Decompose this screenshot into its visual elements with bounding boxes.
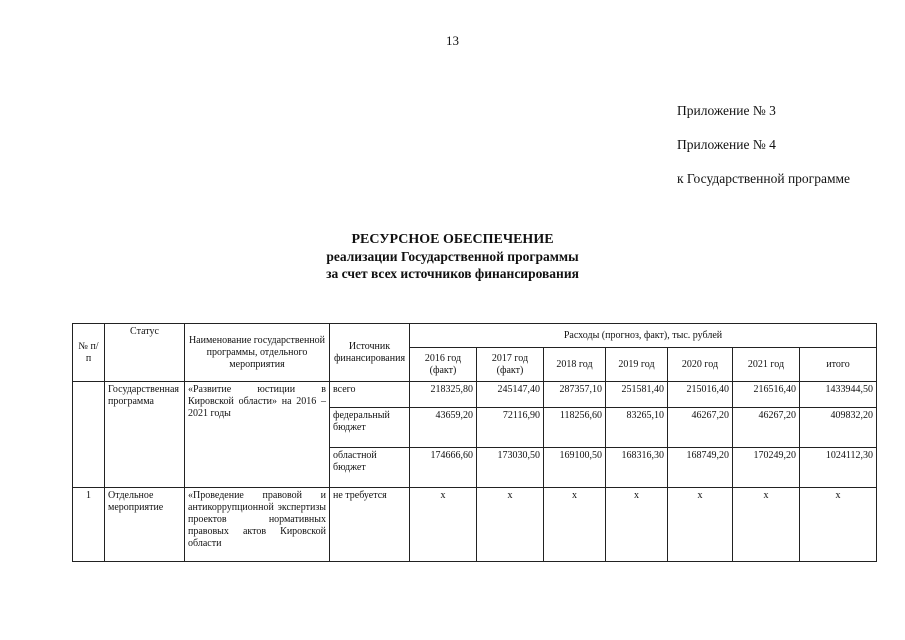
value-cell: x bbox=[410, 488, 477, 562]
value-cell: 46267,20 bbox=[733, 408, 800, 448]
value-cell: x bbox=[477, 488, 544, 562]
header-2020: 2020 год bbox=[668, 348, 733, 382]
header-total: итого bbox=[800, 348, 877, 382]
value-cell: 287357,10 bbox=[544, 382, 606, 408]
header-status: Статус bbox=[105, 324, 185, 382]
header-expenses: Расходы (прогноз, факт), тыс. рублей bbox=[410, 324, 877, 348]
value-cell: 1024112,30 bbox=[800, 448, 877, 488]
header-2017: 2017 год (факт) bbox=[477, 348, 544, 382]
value-cell: x bbox=[800, 488, 877, 562]
annex-4-label: Приложение № 4 bbox=[677, 137, 776, 152]
program-num bbox=[73, 382, 105, 488]
value-cell: 118256,60 bbox=[544, 408, 606, 448]
value-cell: 169100,50 bbox=[544, 448, 606, 488]
measure-name: «Проведение правовой и антикоррупционной экспертизы проектов нормативных правовых актов Кировской области bbox=[185, 488, 330, 562]
measure-source: не требуется bbox=[330, 488, 410, 562]
value-cell: 245147,40 bbox=[477, 382, 544, 408]
annex-3-label: Приложение № 3 bbox=[677, 103, 776, 118]
table-row bbox=[73, 488, 877, 562]
source-cell: всего bbox=[330, 382, 410, 408]
value-cell: 174666,60 bbox=[410, 448, 477, 488]
value-cell: x bbox=[544, 488, 606, 562]
source-cell: областной бюджет bbox=[330, 448, 410, 488]
title-line-2: реализации Государственной программы bbox=[326, 249, 579, 264]
header-2019: 2019 год bbox=[606, 348, 668, 382]
title-line-1: РЕСУРСНОЕ ОБЕСПЕЧЕНИЕ bbox=[351, 232, 554, 247]
value-cell: x bbox=[733, 488, 800, 562]
header-num: № п/п bbox=[73, 324, 105, 382]
program-name: «Развитие юстиции в Кировской области» на 2016 – 2021 годы bbox=[185, 382, 330, 488]
annex-program-label: к Государственной программе bbox=[677, 171, 851, 186]
measure-status: Отдельное мероприятие bbox=[105, 488, 185, 562]
value-cell: 409832,20 bbox=[800, 408, 877, 448]
table-row bbox=[73, 382, 877, 408]
header-2018: 2018 год bbox=[544, 348, 606, 382]
program-status: Государственная программа bbox=[105, 382, 185, 488]
header-source: Источник финансирования bbox=[330, 324, 410, 382]
value-cell: 215016,40 bbox=[668, 382, 733, 408]
value-cell: 168316,30 bbox=[606, 448, 668, 488]
value-cell: 216516,40 bbox=[733, 382, 800, 408]
header-2021: 2021 год bbox=[733, 348, 800, 382]
title-line-3: за счет всех источников финансирования bbox=[326, 266, 579, 281]
value-cell: x bbox=[606, 488, 668, 562]
value-cell: 1433944,50 bbox=[800, 382, 877, 408]
value-cell: 46267,20 bbox=[668, 408, 733, 448]
value-cell: 173030,50 bbox=[477, 448, 544, 488]
value-cell: 170249,20 bbox=[733, 448, 800, 488]
document-title bbox=[0, 231, 905, 282]
value-cell: 43659,20 bbox=[410, 408, 477, 448]
header-2016: 2016 год (факт) bbox=[410, 348, 477, 382]
page-number: 13 bbox=[446, 33, 459, 48]
value-cell: 218325,80 bbox=[410, 382, 477, 408]
value-cell: 83265,10 bbox=[606, 408, 668, 448]
value-cell: 72116,90 bbox=[477, 408, 544, 448]
measure-num: 1 bbox=[73, 488, 105, 562]
header-name: Наименование государственной программы, отдельного мероприятия bbox=[185, 324, 330, 382]
value-cell: 168749,20 bbox=[668, 448, 733, 488]
value-cell: 251581,40 bbox=[606, 382, 668, 408]
resource-table bbox=[72, 323, 877, 562]
source-cell: федеральный бюджет bbox=[330, 408, 410, 448]
value-cell: x bbox=[668, 488, 733, 562]
